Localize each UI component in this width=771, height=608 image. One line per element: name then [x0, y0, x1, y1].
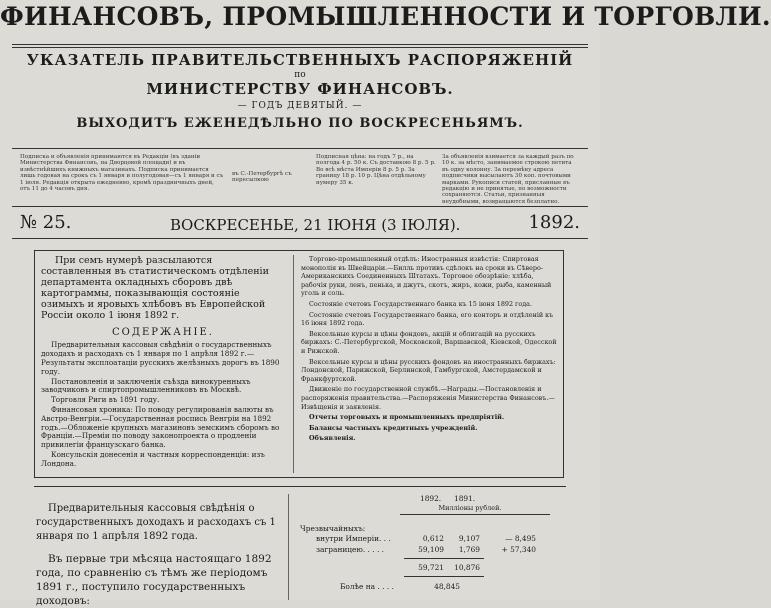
cell: 48,845	[434, 582, 460, 591]
contents-item: Консульскія донесенія и частныя корреспонденціи: изъ Лондона.	[41, 449, 265, 468]
contents-item: Вексельные курсы и цѣны фондовъ, акцій и облигацій на русскихъ биржахъ: С.-Петербургской, Московской, Варшавской, Кіевской, Одесской и Рижской.	[301, 329, 557, 355]
sum-rule-2	[404, 576, 484, 577]
revenue-table	[300, 494, 550, 600]
cell: 1,769	[458, 545, 480, 554]
year-col: 1891.	[454, 494, 476, 503]
article-cash-data	[36, 502, 276, 608]
article-title: Предварительныя кассовыя свѣдѣнія о государственныхъ доходахъ и расходахъ съ 1 января по 1 апрѣля 1892 года.	[36, 503, 276, 542]
contents-title: СОДЕРЖАНІЕ.	[112, 327, 214, 338]
weekly-line: ВЫХОДИТЪ ЕЖЕНЕДѢЛЬНО ПО ВОСКРЕСЕНЬЯМЪ.	[76, 116, 524, 131]
contents-item: Вексельные курсы и цѣны русскихъ фондовъ на иностранныхъ биржахъ: Лондонской, Парижской, Берлинской, Гамбургской, Амстердамской и Франкфуртской.	[301, 357, 556, 383]
masthead-title: ФИНАНСОВЪ, ПРОМЫШЛЕННОСТИ И ТОРГОВЛИ.	[0, 2, 771, 31]
cell: 0,612	[422, 534, 444, 543]
table-units: Милліоны рублей.	[438, 504, 502, 512]
info-subscription: Подписка и объявленія принимаются въ Редакціи (въ зданіи Министерства Финансовъ, на Дворцовой площади) и въ извѣстнѣйшихъ книжныхъ магазинахъ. Подписка принимается лишь годовая на срокъ съ 1 января и полугодовая—съ 1 января и съ 1 іюля. Редакція открыта ежедневно, кромѣ праздничныхъ дней, отъ 11 до 4 часовъ дня.	[20, 154, 224, 193]
contents-item: Движеніе по государственной службѣ.—Награды.—Постановленія и распоряженія правительства.—Распоряженія Министерства Финансовъ.—Извѣщенія и заявленія.	[301, 385, 555, 411]
table-row	[300, 563, 550, 573]
article-body: Въ первые три мѣсяца настоящаго 1892 года, по сравненію съ тѣмъ же періодомъ 1891 г., поступило государственныхъ доходовъ:	[36, 553, 272, 607]
cell: 10,876	[454, 563, 480, 572]
info-delivery: въ С.-Петербургѣ съ пересылкою	[232, 171, 292, 184]
intro-notice: При семъ нумерѣ разсылаются составленныя въ статистическомъ отдѣленіи департамента окладныхъ сборовъ двѣ картограммы, показывающія состояніе озимыхъ и яровыхъ хлѣбовъ въ Европейской Россіи около 1 іюня 1892 г.	[41, 255, 269, 321]
contents-item: Отчеты торговыхъ и промышленныхъ предпріятій.	[309, 413, 505, 422]
issue-number: № 25.	[20, 212, 72, 233]
masthead-rule	[12, 44, 588, 45]
subtitle-ministry: МИНИСТЕРСТВУ ФИНАНСОВЪ.	[146, 80, 454, 98]
contents-left-column	[41, 255, 285, 470]
issue-top-rule	[12, 206, 588, 207]
contents-item: Состояніе счетовъ Государственнаго банка къ 15 іюня 1892 года.	[309, 299, 533, 308]
info-top-rule	[12, 148, 588, 149]
table-row	[300, 534, 550, 544]
contents-item: Балансы частныхъ кредитныхъ учрежденій.	[309, 423, 478, 432]
subtitle-decrees: УКАЗАТЕЛЬ ПРАВИТЕЛЬСТВЕННЫХЪ РАСПОРЯЖЕНІЙ	[26, 51, 574, 69]
issue-date: ВОСКРЕСЕНЬЕ, 21 ІЮНЯ (3 ІЮЛЯ).	[170, 216, 461, 234]
issue-year: 1892.	[528, 212, 580, 233]
subscription-info	[20, 154, 580, 205]
row-label: заграницею. . . . .	[316, 545, 385, 554]
contents-right-column	[301, 255, 557, 445]
contents-item: Состояніе счетовъ Государственнаго банка, его конторъ и отдѣленій къ 16 іюня 1892 года.	[301, 310, 554, 328]
issue-bottom-rule	[12, 238, 588, 239]
row-label: Чрезвычайныхъ:	[300, 524, 366, 533]
row-label: внутри Имперіи. . .	[316, 534, 391, 543]
info-advertising: За объявленія взимается за каждый разъ по 10 к. за мѣсто, занимаемое строкою петита въ одну колонну. За перемѣну адреса подписчики высылаютъ 30 коп. почтовыми марками. Рукописи статей, присланные въ редакцію и не принятые, по возможности сохраняются. Статьи, признанныя неудобными, возвращаются безплатно.	[442, 154, 574, 205]
cell: 9,107	[458, 534, 480, 543]
year-line: — ГОДЪ ДЕВЯТЫЙ. —	[237, 101, 363, 111]
contents-item: Торгово-промышленный отдѣлъ: Иностранныя извѣстія: Спиртовая монополія въ Швейцаріи.—Билль противъ сдѣлокъ на сроки въ Сѣверо-Американскихъ Соединенныхъ Штатахъ. Торговое обозрѣніе: хлѣба, рабочія руки, ленъ, пенька, и джутъ, скотъ, жиръ, кожи, рыба, каменный уголь и соль.	[301, 255, 552, 298]
contents-item: Постановленія и заключенія съѣзда винокуренныхъ заводчиковъ и спиртопромышленниковъ въ Москвѣ.	[41, 376, 251, 395]
lower-column-divider	[288, 494, 289, 600]
cell: + 57,340	[501, 545, 536, 554]
issue-line	[20, 212, 580, 236]
sum-rule	[404, 558, 484, 559]
table-header-rule	[400, 514, 550, 515]
contents-item: Предварительныя кассовыя свѣдѣнія о государственныхъ доходахъ и расходахъ съ 1 января по 1 апрѣля 1892 г.—Результаты эксплоатаціи русскихъ желѣзныхъ дорогъ въ 1890 году.	[41, 340, 280, 376]
year-col: 1892.	[420, 494, 442, 503]
table-row	[300, 524, 550, 534]
table-row	[300, 545, 550, 555]
cell: 59,109	[418, 545, 444, 554]
row-label: Болѣе на . . . .	[340, 582, 394, 591]
table-row	[300, 582, 550, 592]
contents-item: Финансовая хроника: По поводу регулированія валюты въ Австро-Венгріи.—Государственная роспись Венгріи на 1892 годъ.—Обложеніе крупныхъ магазиновъ земскимъ сборомъ во Франціи.—Преміи по поводу законопроекта о продленіи привилегіи французскаго банка.	[41, 404, 280, 450]
lower-section-rule	[34, 486, 566, 487]
contents-box	[34, 250, 564, 478]
contents-item: Торговля Риги въ 1891 году.	[51, 395, 160, 405]
cell: 59,721	[418, 563, 444, 572]
subtitle-po: по	[294, 70, 306, 80]
info-prices: Подписная цѣна: на годъ 7 р., на полгода 4 р. 50 к. Съ доставкою 8 р. 5 р. Во всѣ мѣста Имперіи 8 р. 5 р. За границу 18 р. 10 р. Цѣна отдѣльному нумеру 35 к.	[316, 154, 436, 186]
contents-item: Объявленія.	[309, 434, 356, 443]
cell: — 8,495	[505, 534, 536, 543]
contents-divider	[293, 255, 294, 473]
masthead-rule-2	[12, 47, 588, 48]
